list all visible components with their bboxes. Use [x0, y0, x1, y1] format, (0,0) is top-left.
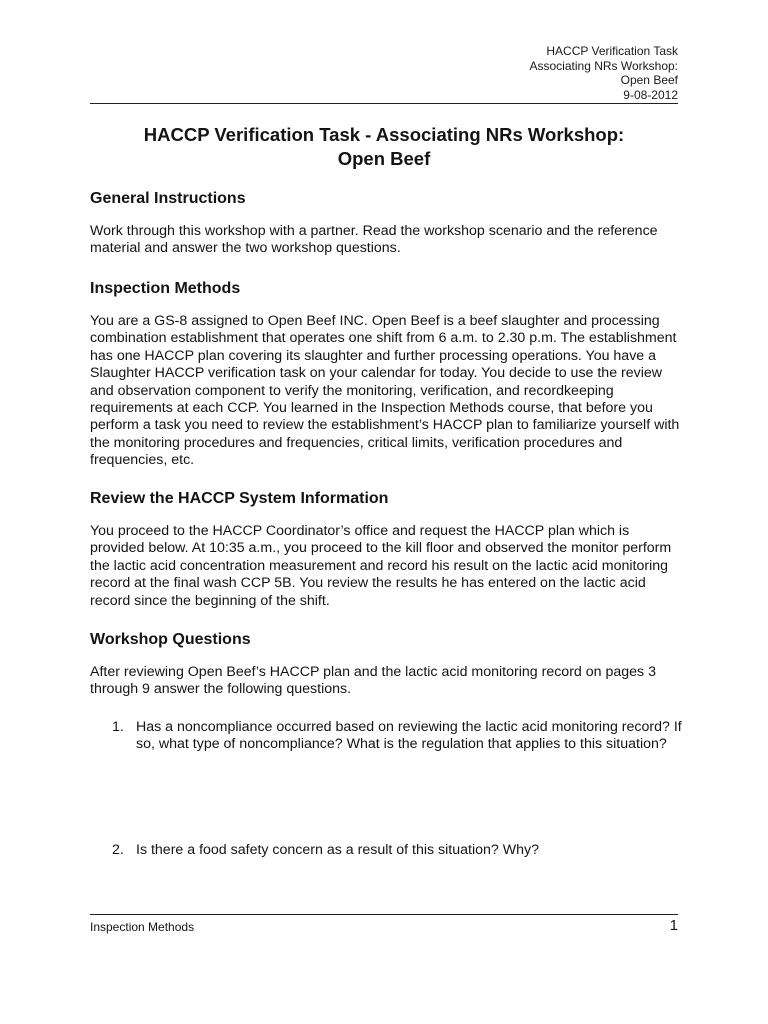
section-review-haccp [90, 489, 682, 610]
question-number: 1. [112, 719, 124, 735]
section-body: You are a GS-8 assigned to Open Beef INC. Open Beef is a beef slaughter and processing combination establishment that operates one shift from 6 a.m. to 2.30 p.m. The establishment has one HACCP plan covering its slaughter and further processing operations. You have a Slaughter HACCP verification task on your calendar for today. You decide to use the review and observation component to verify the monitoring, verification, and recordkeeping requirements at each CCP. You learned in the Inspection Methods course, that before you perform a task you need to review the establishment’s HACCP plan to familiarize yourself with the monitoring procedures and frequencies, critical limits, verification procedures and frequencies, etc. [90, 313, 680, 469]
question-text: Has a noncompliance occurred based on reviewing the lactic acid monitoring record? If so, what type of noncompliance? What is the regulation that applies to this situation? [136, 719, 682, 753]
section-body: After reviewing Open Beef’s HACCP plan and the lactic acid monitoring record on pages 3 through 9 answer the following questions. [90, 664, 656, 698]
footer-label: Inspection Methods [90, 920, 195, 934]
running-header [530, 44, 679, 102]
section-heading: Review the HACCP System Information [90, 490, 389, 507]
page-number: 1 [669, 917, 678, 934]
question-number: 2. [112, 842, 124, 858]
header-line-1: HACCP Verification Task [546, 44, 678, 58]
header-divider [90, 103, 678, 104]
document-title [90, 123, 678, 171]
section-heading: Inspection Methods [90, 280, 241, 297]
section-heading: General Instructions [90, 190, 246, 207]
header-line-3: Open Beef [620, 73, 678, 87]
header-line-4: 9-08-2012 [623, 87, 678, 102]
section-general-instructions [90, 189, 682, 258]
question-item-2 [112, 842, 682, 859]
footer-divider [90, 914, 678, 915]
title-line-2: Open Beef [337, 148, 431, 169]
section-workshop-questions [90, 630, 682, 699]
header-line-2: Associating NRs Workshop: [529, 58, 678, 73]
question-text: Is there a food safety concern as a result of this situation? Why? [136, 842, 539, 858]
title-line-1: HACCP Verification Task - Associating NRs Workshop: [143, 124, 625, 145]
section-body: You proceed to the HACCP Coordinator’s office and request the HACCP plan which is provided below. At 10:35 a.m., you proceed to the kill floor and observed the monitor perform the lactic acid concentration measurement and record his result on the lactic acid monitoring record at the final wash CCP 5B. You review the results he has entered on the lactic acid record since the beginning of the shift. [90, 523, 672, 609]
section-heading: Workshop Questions [90, 631, 251, 648]
section-inspection-methods [90, 279, 682, 470]
question-item-1 [112, 719, 682, 754]
section-body: Work through this workshop with a partner. Read the workshop scenario and the reference material and answer the two workshop questions. [90, 223, 658, 257]
